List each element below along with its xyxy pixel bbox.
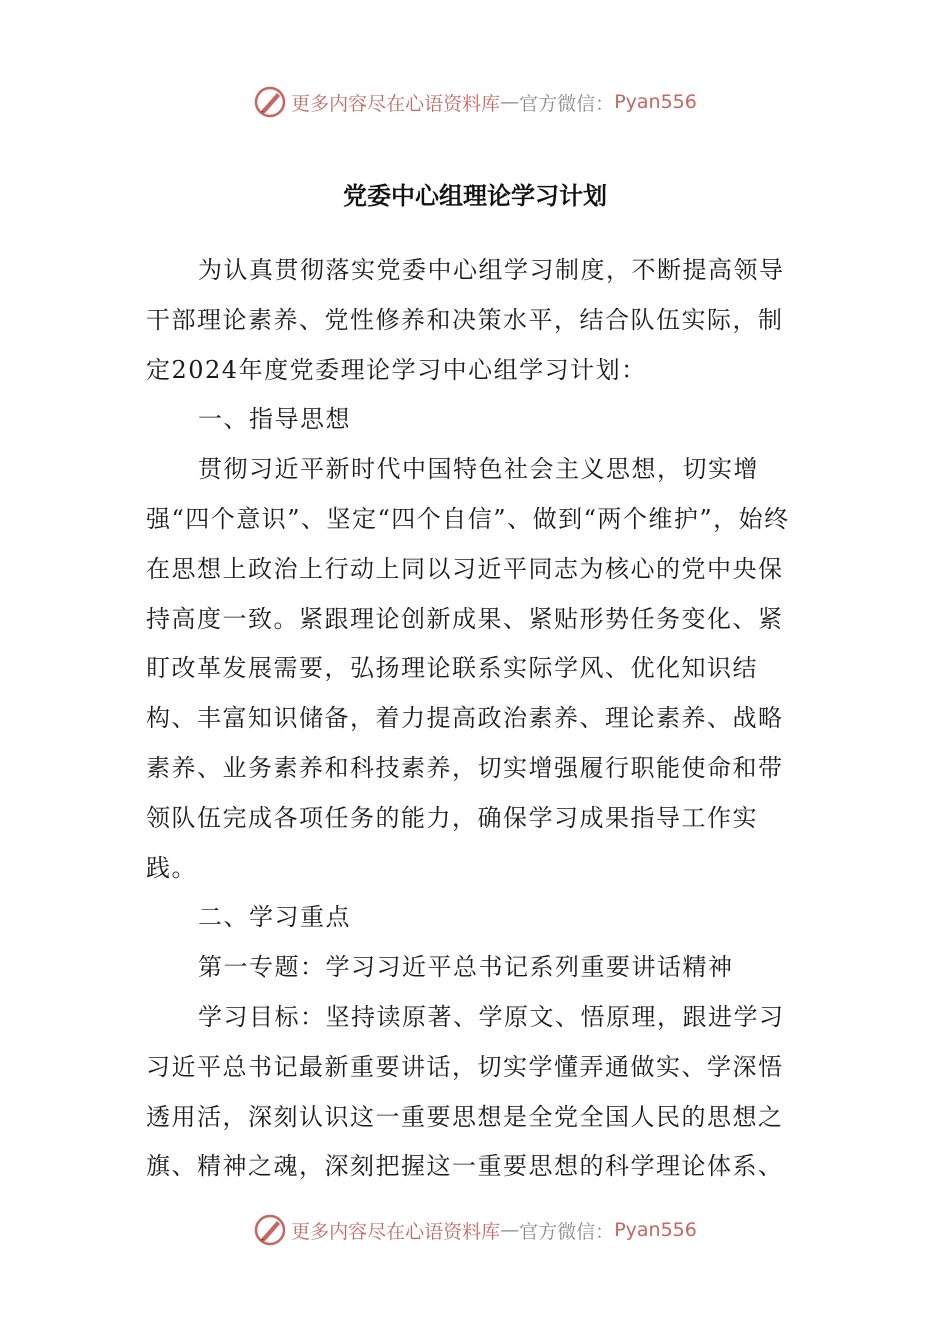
pen-logo-icon [253, 85, 287, 119]
document-body [146, 246, 806, 1192]
watermark-site-text: 更多内容尽在心语资料库 [291, 1220, 501, 1243]
section-heading-study-focus: 二、学习重点 [198, 903, 351, 932]
watermark-dash: — [500, 91, 520, 113]
watermark-dash: — [500, 1219, 520, 1241]
footer-watermark [0, 1210, 950, 1250]
watermark-site-text: 更多内容尽在心语资料库 [291, 92, 501, 115]
watermark-wechat-label: 官方微信： [519, 1220, 615, 1243]
pen-logo-icon [253, 1213, 287, 1247]
intro-paragraph: 为认真贯彻落实党委中心组学习制度，不断提高领导干部理论素养、党性修养和决策水平，结合队伍实际，制定2024年度党委理论学习中心组学习计划： [146, 256, 785, 384]
watermark-wechat-id: Pyan556 [614, 1219, 697, 1241]
header-watermark [0, 82, 950, 122]
document-title: 党委中心组理论学习计划 [343, 182, 607, 210]
topic-one-heading: 第一专题：学习习近平总书记系列重要讲话精神 [198, 953, 734, 982]
section-heading-guiding-thought: 一、指导思想 [198, 405, 351, 434]
study-goal-paragraph: 学习目标：坚持读原著、学原文、悟原理，跟进学习习近平总书记最新重要讲话，切实学懂弄通做实、学深悟透用活，深刻认识这一重要思想是全党全国人民的思想之旗、精神之魂，深刻把握这一重要思想的科学理论体系、 [146, 1002, 785, 1181]
guiding-thought-paragraph: 贯彻习近平新时代中国特色社会主义思想，切实增强“四个意识”、坚定“四个自信”、做到“两个维护”，始终在思想上政治上行动上同以习近平同志为核心的党中央保持高度一致。紧跟理论创新成果、紧贴形势任务变化、紧盯改革发展需要，弘扬理论联系实际学风、优化知识结构、丰富知识储备，着力提高政治素养、理论素养、战略素养、业务素养和科技素养，切实增强履行职能使命和带领队伍完成各项任务的能力，确保学习成果指导工作实践。 [146, 455, 790, 882]
watermark-wechat-id: Pyan556 [614, 91, 697, 113]
watermark-wechat-label: 官方微信： [519, 92, 615, 115]
